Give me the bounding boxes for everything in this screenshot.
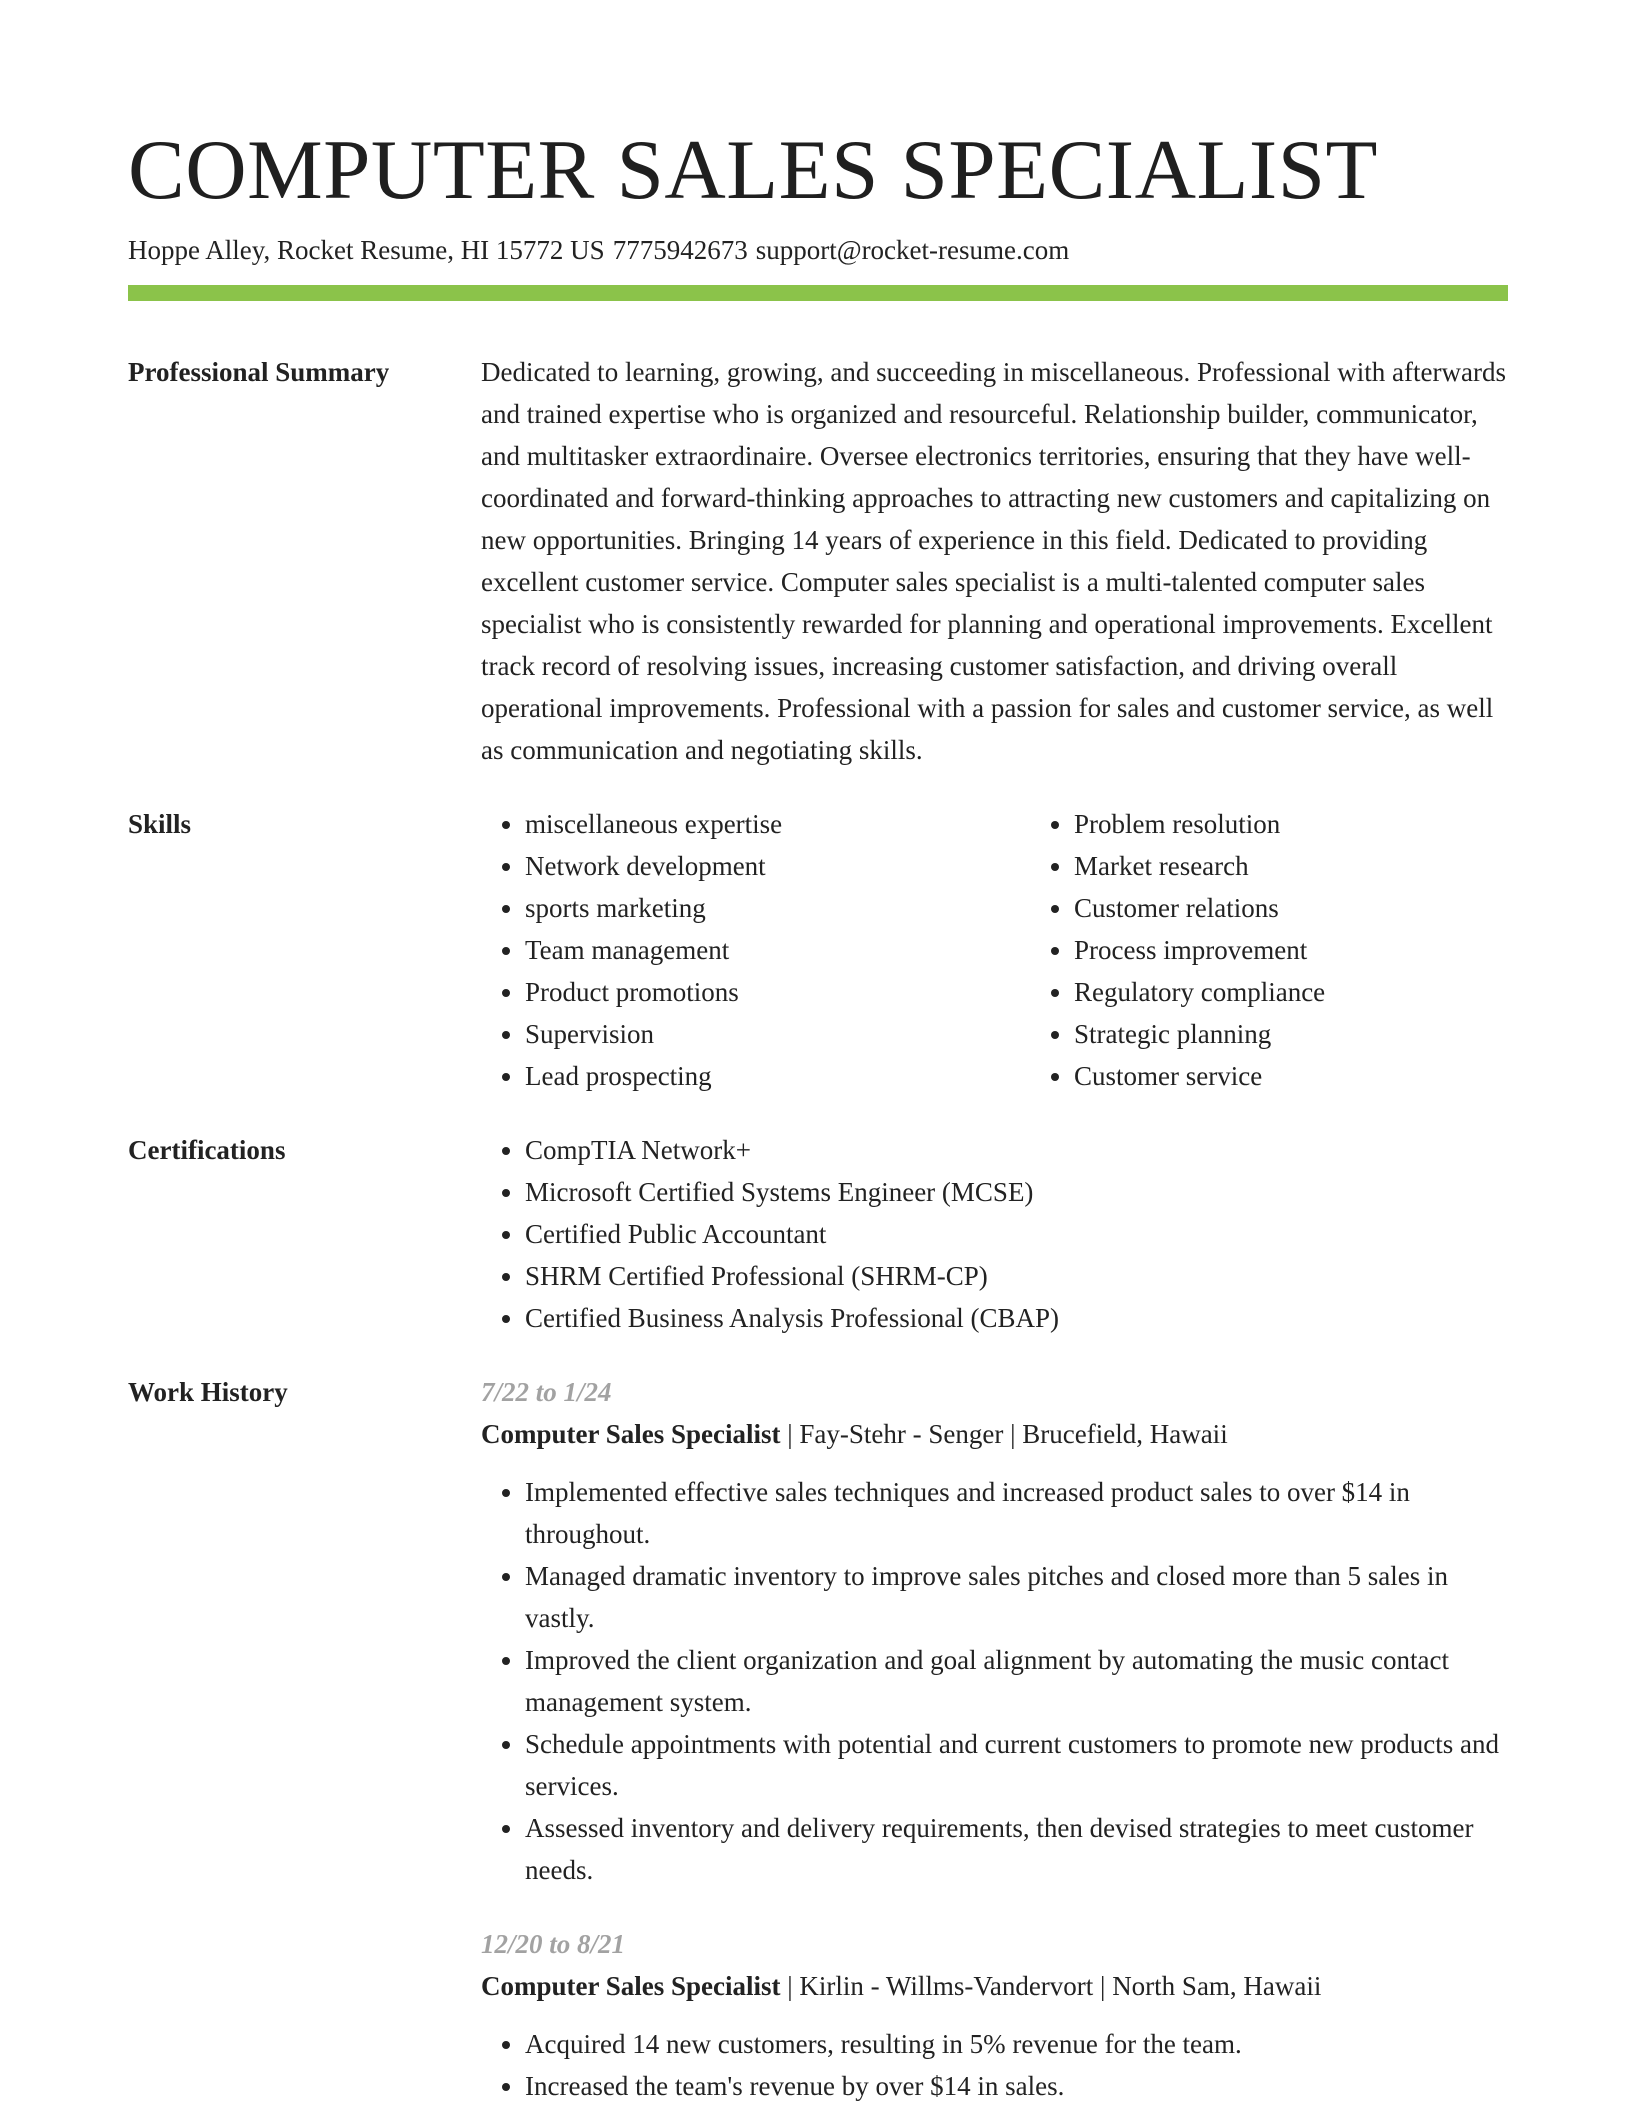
summary-heading: Professional Summary bbox=[128, 357, 390, 387]
job-bullet: • Assessed inventory and delivery requirements, then devised strategies to meet customer needs. bbox=[525, 1807, 1508, 1891]
job-bullet-list bbox=[481, 2023, 1508, 2107]
job-dates: 12/20 to 8/21 bbox=[481, 1929, 626, 1959]
job-employer-location: | Fay-Stehr - Senger | Brucefield, Hawaii bbox=[780, 1419, 1228, 1449]
contact-phone: 7775942673 bbox=[612, 235, 748, 265]
skill-item: • Market research bbox=[1074, 845, 1579, 887]
skill-item: • Lead prospecting bbox=[525, 1055, 1030, 1097]
skills-list-right bbox=[1030, 803, 1579, 1097]
skill-item: • Strategic planning bbox=[1074, 1013, 1579, 1055]
skill-item: • Customer service bbox=[1074, 1055, 1579, 1097]
page-title: COMPUTER SALES SPECIALIST bbox=[128, 123, 1378, 217]
certification-item: • SHRM Certified Professional (SHRM-CP) bbox=[525, 1255, 1508, 1297]
skill-item: • Regulatory compliance bbox=[1074, 971, 1579, 1013]
certifications-heading: Certifications bbox=[128, 1135, 286, 1165]
certification-item: • Microsoft Certified Systems Engineer (MCSE) bbox=[525, 1171, 1508, 1213]
skills-section bbox=[128, 803, 1508, 1097]
job-bullet-list bbox=[481, 1471, 1508, 1891]
work-history-heading: Work History bbox=[128, 1377, 288, 1407]
skill-item: • Supervision bbox=[525, 1013, 1030, 1055]
job-employer-location: | Kirlin - Willms-Vandervort | North Sam, Hawaii bbox=[780, 1971, 1322, 2001]
skill-item: • Process improvement bbox=[1074, 929, 1579, 971]
contact-line bbox=[128, 232, 1508, 268]
skills-heading: Skills bbox=[128, 809, 192, 839]
job-dates: 7/22 to 1/24 bbox=[481, 1377, 612, 1407]
job-bullet: • Managed dramatic inventory to improve sales pitches and closed more than 5 sales in vastly. bbox=[525, 1555, 1508, 1639]
certifications-section bbox=[128, 1129, 1508, 1339]
skill-item: • Team management bbox=[525, 929, 1030, 971]
job-heading bbox=[481, 1413, 1508, 1455]
job-heading bbox=[481, 1965, 1508, 2007]
skill-item: • miscellaneous expertise bbox=[525, 803, 1030, 845]
job-bullet: • Implemented effective sales techniques and increased product sales to over $14 in throughout. bbox=[525, 1471, 1508, 1555]
certification-item: • Certified Public Accountant bbox=[525, 1213, 1508, 1255]
work-history-body bbox=[481, 1371, 1508, 2107]
skill-item: • Problem resolution bbox=[1074, 803, 1579, 845]
skills-columns bbox=[481, 803, 1579, 1097]
skill-item: • Customer relations bbox=[1074, 887, 1579, 929]
skill-item: • Product promotions bbox=[525, 971, 1030, 1013]
skill-item: • Network development bbox=[525, 845, 1030, 887]
job-bullet: • Schedule appointments with potential and current customers to promote new products and services. bbox=[525, 1723, 1508, 1807]
job-title: Computer Sales Specialist bbox=[481, 1971, 781, 2001]
job-bullet: • Acquired 14 new customers, resulting in 5% revenue for the team. bbox=[525, 2023, 1508, 2065]
summary-section bbox=[128, 351, 1508, 771]
skills-list-left bbox=[481, 803, 1030, 1097]
resume-page bbox=[128, 120, 1508, 2107]
contact-email: support@rocket-resume.com bbox=[755, 235, 1070, 265]
job-entry bbox=[481, 1371, 1508, 1891]
work-history-section bbox=[128, 1371, 1508, 2107]
certifications-list bbox=[481, 1129, 1508, 1339]
certification-item: • CompTIA Network+ bbox=[525, 1129, 1508, 1171]
certification-item: • Certified Business Analysis Professional (CBAP) bbox=[525, 1297, 1508, 1339]
summary-text: Dedicated to learning, growing, and succeeding in miscellaneous. Professional with afterwards and trained expertise who is organized and resourceful. Relationship builder, communicator, and multitasker extraordinaire. Oversee electronics territories, ensuring that they have well-coordinated and forward-thinking approaches to attracting new customers and capitalizing on new opportunities. Bringing 14 years of experience in this field. Dedicated to providing excellent customer service. Computer sales specialist is a multi-talented computer sales specialist who is consistently rewarded for planning and operational improvements. Excellent track record of resolving issues, increasing customer satisfaction, and driving overall operational improvements. Professional with a passion for sales and customer service, as well as communication and negotiating skills. bbox=[481, 357, 1506, 765]
contact-address: Hoppe Alley, Rocket Resume, HI 15772 US bbox=[128, 235, 605, 265]
job-entry bbox=[481, 1923, 1508, 2107]
job-title: Computer Sales Specialist bbox=[481, 1419, 781, 1449]
certifications-body bbox=[481, 1129, 1508, 1339]
job-bullet: • Improved the client organization and goal alignment by automating the music contact management system. bbox=[525, 1639, 1508, 1723]
accent-divider bbox=[128, 285, 1508, 301]
job-bullet: • Increased the team's revenue by over $14 in sales. bbox=[525, 2065, 1508, 2107]
skill-item: • sports marketing bbox=[525, 887, 1030, 929]
